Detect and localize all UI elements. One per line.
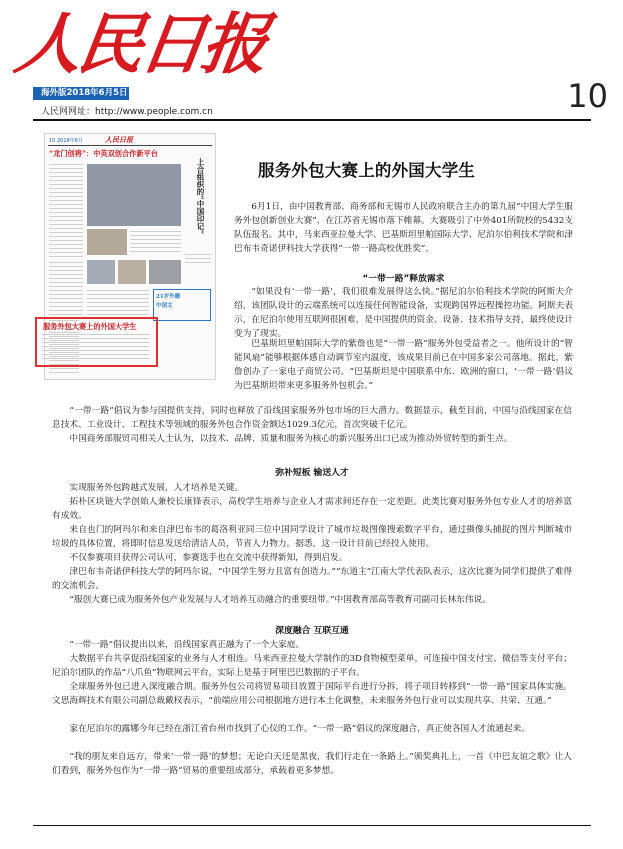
article-paragraph: 全球服务外包已进入深度融合期。服务外包公司将贸易项目放置于国际平台进行分拆，将子项目转移到“一带一路”国家具体实施。文思海辉技术有限公司副总裁戴权表示，“前端应用公司根据地方进行本土化调整，未来服务外包行业可以实现共享、共荣、互通。”: [52, 682, 572, 706]
thumb-photo-main: [87, 164, 181, 226]
thumb-box-headline-1: 21岁外籍: [156, 294, 181, 300]
header-rule: [33, 119, 591, 121]
article-paragraph: 中国商务部服贸司相关人士认为，以技术、品牌、质量和服务为核心的新兴服务出口已成为推动外贸转型的新生点。: [69, 434, 513, 444]
article-paragraph: 不仅参赛项目获得公司认可，参赛选手也在交流中获得新知，得到启发。: [69, 553, 348, 563]
section-subhead: 深度融合 互联互通: [275, 626, 349, 636]
article-paragraph: 拓朴区块链大学创始人兼校长康锋表示，高校学生培养与企业人才需求间还存在一定差距。此类比赛对服务外包专业人才的培养富有成效。: [52, 497, 572, 521]
thumb-rule: [48, 145, 212, 146]
thumb-highlighted-headline: 服务外包大赛上的外国大学生: [43, 322, 137, 331]
section-subhead: “一带一路”释放需求: [362, 274, 445, 284]
article-paragraph: 6月1日，由中国教育部、商务部和无锡市人民政府联合主办的第九届“中国大学生服务外包创新创业大赛”，在江苏省无锡市落下帷幕。大赛吸引了中外401所院校的5432支队伍报名。其中，马来西亚拉曼大学、巴基斯坦里帕国际大学、尼泊尔伯利技术学院和津巴布韦奇诺伊科技大学获得“一带一路高校优胜奖”。: [234, 202, 573, 254]
thumb-side-headline: 上合组织的“中国印记”: [196, 158, 205, 235]
thumb-header-logo: 人民日报: [105, 135, 133, 144]
article-paragraph: 大数据平台共享促沿线国家的业务与人才相连。马来西亚拉曼大学制作的3D食物模型菜单，可连接中国支付宝、微信等支付平台；尼泊尔团队的作品“八爪鱼”物联网云平台，实际上是基于阿里巴巴数据的子平台。: [52, 654, 572, 678]
thumb-box-headline-2: 中国文: [156, 303, 173, 309]
article-paragraph: 实现服务外包跨越式发展，人才培养是关键。: [69, 483, 244, 493]
thumb-header-left: 10 2018年6月: [49, 138, 83, 144]
thumb-info-box: [153, 289, 211, 321]
article-paragraph: “我的朋友来自远方，带来‘一带一路’的梦想；无论白天还是黑夜，我们行走在一条路上。”颁奖典礼上，一首《中巴友谊之歌》让人们看到，服务外包作为“一带一路”贸易的重要组成部分，承载着更多梦想。: [52, 752, 572, 776]
article-paragraph: “一带一路”倡议提出以来，沿线国家真正融为了一个大家庭。: [69, 640, 305, 650]
newspaper-logo: 人民日报: [10, 5, 270, 83]
article-paragraph: 巴基斯坦里帕国际大学的紫詹也是“一带一路”服务外包受益者之一。他所设计的“智能风扇”能够根据体感自动调节室内温度，该成果目前已在中国多家公司落地。据此，紫詹创办了一家电子商贸公司。“巴基斯坦是中国联系中东、欧洲的窗口，‘一带一路’倡议为巴基斯坦带来更多服务外包机会。”: [234, 339, 573, 391]
thumb-highlighted-article[interactable]: [35, 317, 158, 367]
article-title: 服务外包大赛上的外国大学生: [258, 161, 476, 180]
thumb-headline-top: “龙门创将”：中英双创合作新平台: [49, 149, 158, 158]
website-url[interactable]: 人民网网址：http://www.people.com.cn: [41, 107, 213, 117]
article-paragraph: “一带一路”倡议为参与国提供支持，同时也释放了沿线国家服务外包市场的巨大潜力。数据显示，截至目前，中国与沿线国家在信息技术、工业设计、工程技术等领域的服务外包合作资金额达1029.3亿元，首次突破千亿元。: [52, 406, 572, 430]
article-paragraph: “如果没有‘一带一路’，我们很难发展得这么快。”据尼泊尔伯利技术学院的阿斯夫介绍，该团队设计的云端系统可以连接任何智能设备，实现跨国界远程操控功能。阿斯夫表示，在尼泊尔使用互联网很困难，是中国提供的资金、设备、技术指导支持，最终使设计变为了现实。: [234, 287, 573, 339]
footer-rule: [33, 825, 591, 826]
section-subhead: 弥补短板 输送人才: [275, 468, 349, 478]
article-paragraph: 津巴布韦奇诺伊科技大学的阿玛尔说，“中国学生努力且富有创造力。”“东道主”江南大学代表队表示，这次比赛为同学们提供了难得的交流机会。: [52, 567, 572, 591]
article-paragraph: 家在尼泊尔的露娜今年已经在浙江省台州市找到了心仪的工作。“一带一路”倡议的深度融合，真正使各国人才流通起来。: [69, 724, 531, 734]
article-paragraph: “服创大赛已成为服务外包产业发展与人才培养互动融合的重要纽带。”中国教育部高等教育司副司长林东伟说。: [69, 595, 491, 605]
thumb-photo-small: [87, 229, 127, 255]
article-paragraph: 来自也门的阿玛尔和来自津巴布韦的葛洛利亚同三位中国同学设计了城市垃圾图像搜索数字平台，通过摄像头捕捉的图片判断城市垃圾的具体位置，将即时信息发送给清洁人员，节省人力物力。据悉，这一设计目前已经投入使用。: [52, 525, 572, 549]
edition-date-label: 海外版2018年6月5日: [33, 87, 129, 100]
page-number: 10: [567, 77, 608, 115]
thumb-photo-group: [87, 260, 115, 284]
